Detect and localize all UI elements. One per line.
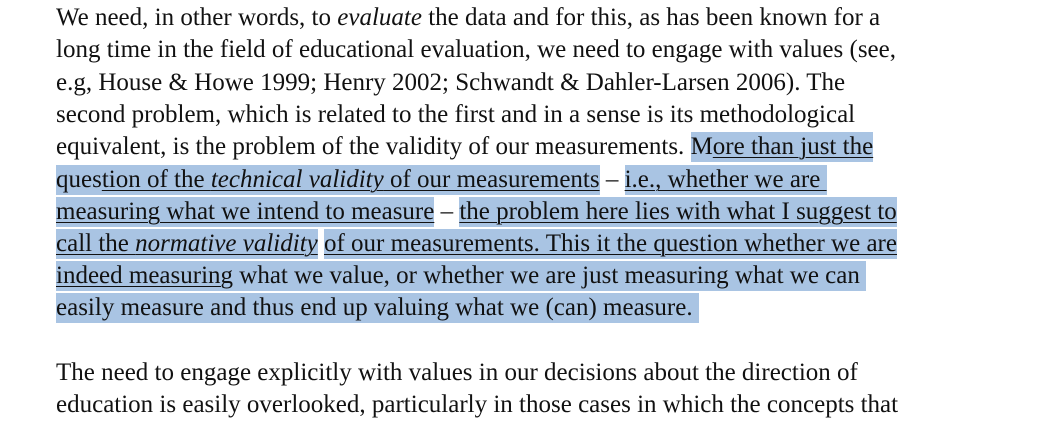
text-line bbox=[56, 260, 866, 292]
text-segment: M bbox=[690, 133, 713, 160]
text-line bbox=[56, 196, 897, 228]
text-segment: The need to engage explicitly with values in our decisions about the direction of bbox=[56, 359, 858, 386]
text-segment: tion of the bbox=[101, 166, 211, 193]
text-line bbox=[56, 99, 855, 131]
text-segment: evaluate bbox=[337, 4, 422, 31]
text-line bbox=[56, 67, 845, 99]
text-segment: e.g, House & Howe 1999; Henry 2002; Schwandt & Dahler-Larsen 2006). The bbox=[56, 69, 846, 96]
text-segment: long time in the field of educational evaluation, we need to engage with values (see, bbox=[56, 36, 896, 63]
text-line bbox=[56, 228, 897, 260]
text-line bbox=[56, 34, 896, 66]
text-line bbox=[56, 389, 898, 421]
text-segment: i.e., whether we are bbox=[624, 166, 827, 193]
text-segment: end up valuing what we (can) measure. bbox=[300, 294, 699, 321]
text-segment: We need, in other words, to bbox=[56, 4, 338, 31]
text-segment: equivalent, is the problem of the validity of our measurements. bbox=[56, 133, 691, 160]
text-segment: normative validity bbox=[135, 230, 318, 257]
text-segment: of our measurements. This it the question whether we are bbox=[323, 230, 897, 257]
text-segment: the problem here lies with what I suggest to bbox=[459, 198, 897, 225]
text-segment: ore than just the bbox=[712, 133, 874, 160]
text-segment: – bbox=[599, 166, 625, 193]
text-segment: ques bbox=[56, 166, 102, 193]
text-line bbox=[56, 2, 880, 34]
text-segment: the data and for this, as has been known for a bbox=[421, 4, 881, 31]
text-segment: what we value, or whether we are just measuring what we can bbox=[233, 262, 867, 289]
text-line bbox=[56, 164, 827, 196]
text-segment: easily measure and thus bbox=[56, 294, 301, 321]
text-segment: education is easily overlooked, particularly in those cases in which the concepts that bbox=[56, 391, 899, 418]
text-segment: indeed measuring bbox=[56, 262, 234, 289]
text-segment: measuring what we intend to measure bbox=[56, 198, 435, 225]
text-segment: second problem, which is related to the first and in a sense is its methodological bbox=[56, 101, 856, 128]
text-segment: call the bbox=[56, 230, 136, 257]
text-line bbox=[56, 292, 699, 324]
text-line bbox=[56, 357, 858, 389]
text-segment: technical validity bbox=[210, 166, 384, 193]
text-segment: – bbox=[434, 198, 460, 225]
text-segment: of our measurements bbox=[383, 166, 600, 193]
text-line bbox=[56, 131, 873, 163]
